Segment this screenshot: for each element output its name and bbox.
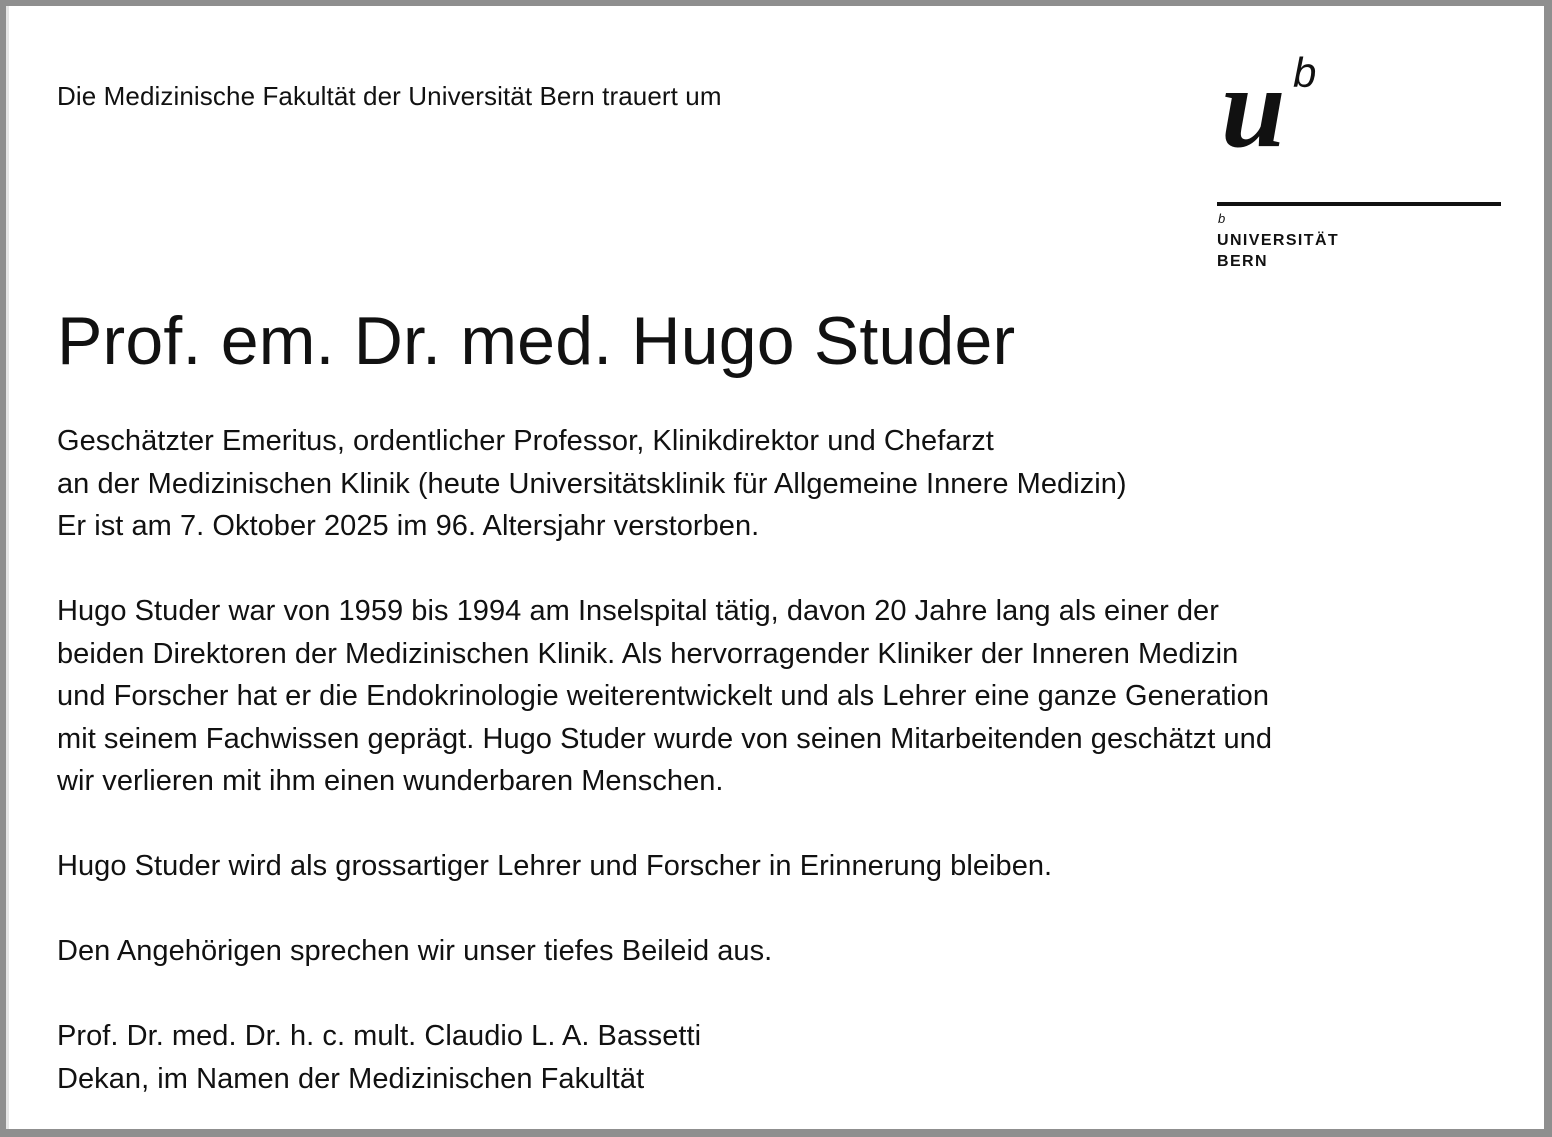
paragraph-line: Er ist am 7. Oktober 2025 im 96. Altersjahr verstorben. — [57, 510, 760, 542]
logo-wordmark-line-2: BERN — [1217, 253, 1268, 270]
logo-wordmark — [1217, 230, 1339, 272]
logo-small-b: b — [1218, 211, 1226, 226]
paragraph-line: Hugo Studer wird als grossartiger Lehrer und Forscher in Erinnerung bleiben. — [57, 850, 1053, 882]
logo-rule — [1217, 202, 1501, 206]
paragraph-line: an der Medizinischen Klinik (heute Universitätsklinik für Allgemeine Innere Medizin) — [57, 467, 1127, 500]
university-bern-logo — [1217, 44, 1501, 280]
logo-mark-letter: u — [1221, 44, 1286, 172]
paragraph-line: und Forscher hat er die Endokrinologie weiterentwickelt und als Lehrer eine ganze Generation — [57, 680, 1270, 712]
paragraph-line: wir verlieren mit ihm einen wunderbaren Menschen. — [57, 765, 724, 797]
deceased-name-title: Prof. em. Dr. med. Hugo Studer — [57, 303, 1016, 379]
obituary-page — [6, 6, 1544, 1129]
logo-wordmark-line-1: UNIVERSITÄT — [1217, 232, 1340, 249]
logo-mark-superscript: b — [1293, 49, 1317, 96]
paragraph-career — [57, 590, 1497, 803]
paragraph-line: mit seinem Fachwissen geprägt. Hugo Studer wurde von seinen Mitarbeitenden geschätzt und — [57, 722, 1273, 755]
intro-line: Die Medizinische Fakultät der Universität Bern trauert um — [57, 81, 722, 111]
paragraph-condolences — [57, 930, 1497, 973]
signature-block — [57, 1015, 1497, 1100]
paragraph-roles — [57, 420, 1497, 548]
signature-role: Dekan, im Namen der Medizinischen Fakultät — [57, 1062, 645, 1095]
paragraph-remembrance — [57, 845, 1497, 888]
signature-name: Prof. Dr. med. Dr. h. c. mult. Claudio L. A. Bassetti — [57, 1020, 702, 1052]
paragraph-line: Geschätzter Emeritus, ordentlicher Professor, Klinikdirektor und Chefarzt — [57, 425, 994, 457]
paragraph-line: beiden Direktoren der Medizinischen Klinik. Als hervorragender Kliniker der Inneren Medizin — [57, 637, 1239, 670]
paragraph-line: Den Angehörigen sprechen wir unser tiefes Beileid aus. — [57, 935, 773, 967]
paragraph-line: Hugo Studer war von 1959 bis 1994 am Inselspital tätig, davon 20 Jahre lang als einer der — [57, 595, 1219, 627]
